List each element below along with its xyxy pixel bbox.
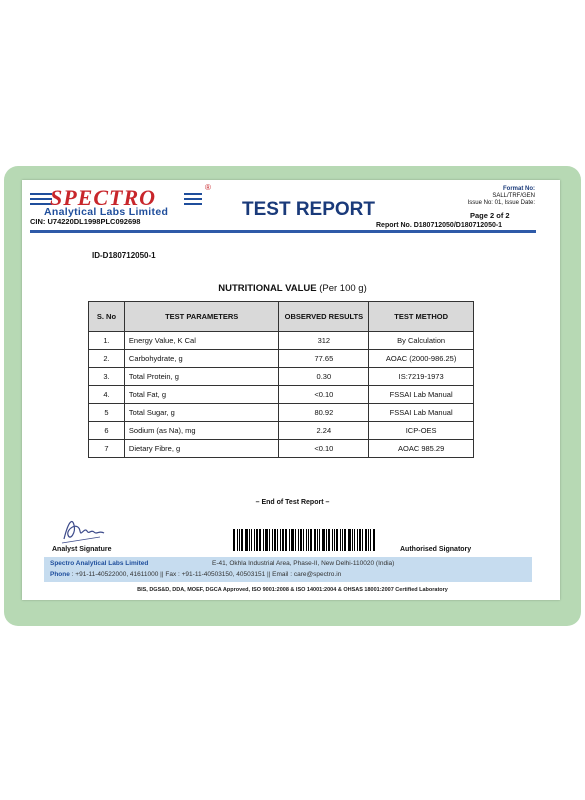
table-title-unit: (Per 100 g)	[316, 283, 367, 294]
column-header: TEST METHOD	[369, 302, 474, 332]
barcode-bar	[326, 529, 327, 551]
logo-registered-mark: ®	[205, 183, 211, 192]
table-title-main: NUTRITIONAL VALUE	[218, 283, 317, 294]
header-divider	[30, 230, 536, 233]
cell-result: 312	[279, 332, 369, 350]
cell-result: 80.92	[279, 404, 369, 422]
logo-text: SPECTRO	[50, 185, 157, 210]
cell-parameter: Carbohydrate, g	[124, 350, 279, 368]
barcode-bar	[269, 529, 270, 551]
cin-number: CIN: U74220DL1998PLC092698	[30, 217, 141, 226]
table-row	[89, 386, 474, 404]
barcode-bar	[272, 529, 273, 551]
cell-method: By Calculation	[369, 332, 474, 350]
logo-speed-lines-right	[184, 193, 202, 208]
cell-parameter: Total Fat, g	[124, 386, 279, 404]
barcode-bar	[357, 529, 358, 551]
table-title	[0, 283, 585, 294]
barcode-bar	[365, 529, 367, 551]
results-table	[88, 301, 474, 458]
cell-parameter: Sodium (as Na), mg	[124, 422, 279, 440]
footer-company: Spectro Analytical Labs Limited	[50, 560, 149, 567]
cell-sno: 3.	[89, 368, 125, 386]
barcode-bar	[241, 529, 243, 551]
barcode-bar	[245, 529, 248, 551]
barcode-bar	[368, 529, 369, 551]
page-title: TEST REPORT	[242, 199, 376, 220]
barcode-bar	[291, 529, 294, 551]
barcode-bar	[277, 529, 278, 551]
barcode-bar	[249, 529, 250, 551]
cell-result: 2.24	[279, 422, 369, 440]
barcode-bar	[285, 529, 287, 551]
issue-info: Issue No: 01, Issue Date:	[467, 200, 535, 206]
cell-sno: 7	[89, 440, 125, 458]
barcode-bar	[342, 529, 343, 551]
barcode-bar	[317, 529, 318, 551]
barcode-bar	[295, 529, 296, 551]
barcode-bar	[362, 529, 363, 551]
barcode-bar	[348, 529, 351, 551]
column-header: OBSERVED RESULTS	[279, 302, 369, 332]
barcode-bar	[359, 529, 361, 551]
format-no-label: Format No:	[503, 186, 535, 192]
footer-phone: : +91-11-40522000, 41611000 || Fax	[71, 571, 177, 578]
cell-sno: 1.	[89, 332, 125, 350]
barcode-bar	[233, 529, 235, 551]
column-header: TEST PARAMETERS	[124, 302, 279, 332]
end-of-report: – End of Test Report –	[255, 499, 330, 506]
barcode	[233, 529, 381, 551]
authorised-signatory-label: Authorised Signatory	[400, 546, 472, 553]
barcode-bar	[308, 529, 309, 551]
cell-sno: 6	[89, 422, 125, 440]
cell-parameter: Total Sugar, g	[124, 404, 279, 422]
handwritten-signature	[60, 513, 110, 547]
barcode-bar	[259, 529, 261, 551]
barcode-bar	[306, 529, 307, 551]
cell-result: 0.30	[279, 368, 369, 386]
barcode-bar	[336, 529, 338, 551]
barcode-bar	[354, 529, 355, 551]
cell-parameter: Dietary Fibre, g	[124, 440, 279, 458]
barcode-bar	[274, 529, 276, 551]
cell-result: <0.10	[279, 386, 369, 404]
barcode-bar	[319, 529, 320, 551]
cell-method: AOAC (2000-986.25)	[369, 350, 474, 368]
barcode-bar	[344, 529, 346, 551]
table-header-row	[89, 302, 474, 332]
accreditation-line: BIS, DGS&D, DDA, MOEF, DGCA Approved, ISO 9001:2008 & ISO 14001:2004 & OHSAS 18001:2007 Certified Laboratory	[137, 587, 448, 593]
table-row	[89, 422, 474, 440]
barcode-bar	[256, 529, 258, 551]
cell-parameter: Energy Value, K Cal	[124, 332, 279, 350]
barcode-bar	[265, 529, 268, 551]
barcode-bar	[254, 529, 255, 551]
cell-result: <0.10	[279, 440, 369, 458]
barcode-bar	[239, 529, 240, 551]
cell-method: ICP-OES	[369, 422, 474, 440]
table-row	[89, 440, 474, 458]
footer-contact-band	[44, 557, 532, 582]
analyst-signature-label: Analyst Signature	[52, 546, 112, 553]
cell-method: FSSAI Lab Manual	[369, 404, 474, 422]
barcode-bar	[322, 529, 325, 551]
barcode-bar	[251, 529, 252, 551]
barcode-bar	[237, 529, 238, 551]
barcode-bar	[352, 529, 353, 551]
barcode-bar	[303, 529, 304, 551]
barcode-bar	[332, 529, 333, 551]
barcode-bar	[373, 529, 375, 551]
column-header: S. No	[89, 302, 125, 332]
cell-sno: 5	[89, 404, 125, 422]
table-row	[89, 332, 474, 350]
barcode-bar	[370, 529, 371, 551]
logo-subtitle: Analytical Labs Limited	[44, 206, 169, 218]
barcode-bar	[314, 529, 316, 551]
page-number: Page 2 of 2	[470, 211, 510, 220]
cell-method: FSSAI Lab Manual	[369, 386, 474, 404]
format-no-value: SALL/TRF/GEN	[492, 193, 535, 199]
table-row	[89, 368, 474, 386]
barcode-bar	[334, 529, 335, 551]
cell-result: 77.65	[279, 350, 369, 368]
cell-method: IS:7219-1973	[369, 368, 474, 386]
barcode-bar	[289, 529, 290, 551]
table-row	[89, 404, 474, 422]
format-info	[468, 186, 535, 207]
table-row	[89, 350, 474, 368]
report-number: Report No. D180712050/D180712050-1	[376, 222, 503, 229]
footer-address: E-41, Okhla Industrial Area, Phase-II, New Delhi-110020 (India)	[212, 560, 395, 567]
barcode-bar	[328, 529, 330, 551]
barcode-bar	[280, 529, 281, 551]
barcode-bar	[298, 529, 299, 551]
footer-fax: : +91-11-40503150, 40503151 || Email	[178, 571, 289, 578]
sample-id: ID-D180712050-1	[92, 251, 156, 260]
barcode-bar	[300, 529, 302, 551]
barcode-bar	[282, 529, 284, 551]
barcode-bar	[263, 529, 264, 551]
cell-method: AOAC 985.29	[369, 440, 474, 458]
cell-sno: 2.	[89, 350, 125, 368]
barcode-bar	[310, 529, 312, 551]
footer-email: : care@spectro.in	[290, 571, 342, 578]
footer-phone-label: Phone	[50, 571, 70, 578]
cell-sno: 4.	[89, 386, 125, 404]
barcode-bar	[340, 529, 341, 551]
cell-parameter: Total Protein, g	[124, 368, 279, 386]
